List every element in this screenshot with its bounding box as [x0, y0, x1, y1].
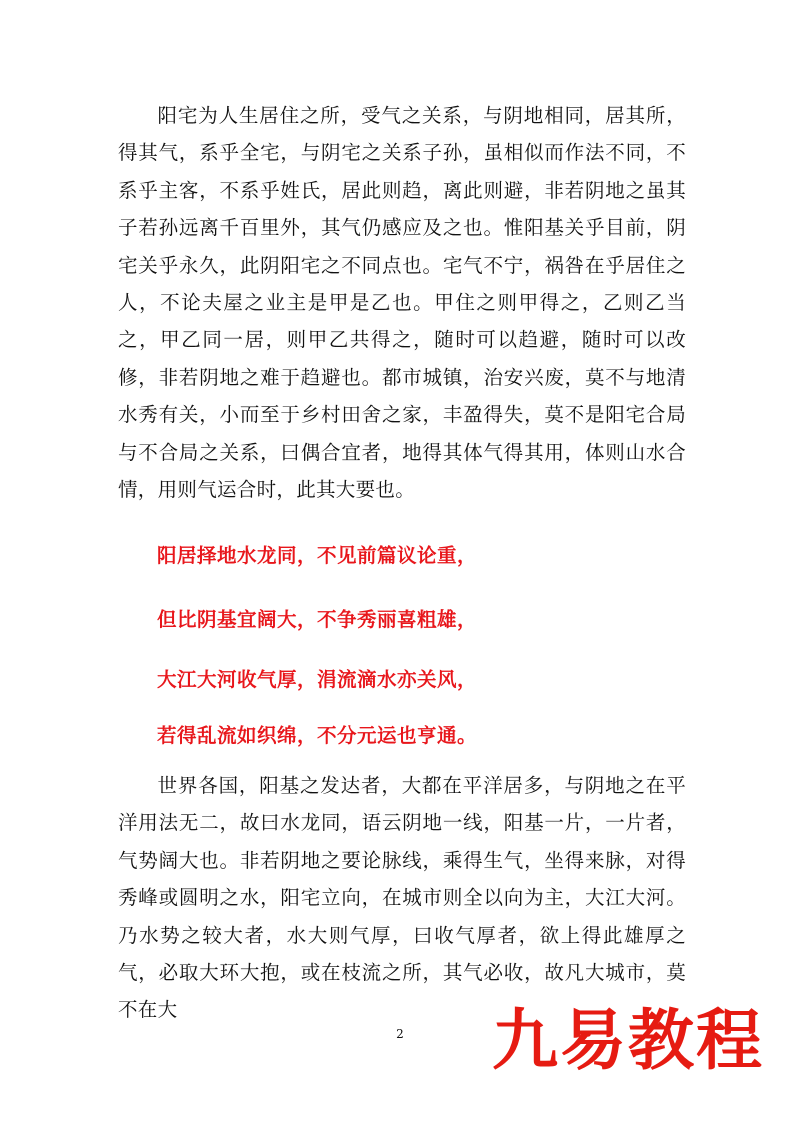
paragraph-text: 阳宅为人生居住之所，受气之关系，与阴地相同，居其所，得其气，系乎全宅，与阴宅之关系子孙，虽相似而作法不同，不系乎主客，不系乎姓氏，居此则趋，离此则避，非若阴地之虽其子若孙远离千百里外，其气仍感应及之也。惟阳基关乎目前，阴宅关乎永久，此阴阳宅之不同点也。宅气不宁，祸咎在乎居住之人，不论夫屋之业主是甲是乙也。甲住之则甲得之，乙则乙当之，甲乙同一居，则甲乙共得之，随时可以趋避，随时可以改修，非若阴地之难于趋避也。都市城镇，治安兴废，莫不与地清水秀有关，小而至于乡村田舍之家，丰盈得失，莫不是阳宅合局与不合局之关系，曰偶合宜者，地得其体气得其用，体则山水合情，用则气运合时，此其大要也。 [118, 104, 686, 502]
watermark-logo [478, 994, 778, 1079]
verse-line-1: 阳居择地水龙同，不见前篇议论重， [157, 544, 478, 567]
watermark-text: 九易教程 [492, 1001, 764, 1079]
verse-line-3: 大江大河收气厚，涓流滴水亦关风， [157, 668, 478, 691]
page-number: 2 [396, 1027, 404, 1041]
body-paragraph-1 [118, 97, 686, 508]
verse-line-4: 若得乱流如织绵，不分元运也亨通。 [157, 724, 478, 747]
verse-line-2: 但比阴基宜阔大，不争秀丽喜粗雄， [157, 608, 478, 631]
paragraph-text: 世界各国，阳基之发达者，大都在平洋居多，与阴地之在平洋用法无二，故曰水龙同，语云阴地一线，阳基一片，一片者，气势阔大也。非若阴地之要论脉线，乘得生气，坐得来脉，对得秀峰或圆明之水，阳宅立向，在城市则全以向为主，大江大河。乃水势之较大者，水大则气厚，曰收气厚者，欲上得此雄厚之气，必取大环大抱，或在枝流之所，其气必收，故凡大城市，莫不在大 [118, 774, 686, 1022]
